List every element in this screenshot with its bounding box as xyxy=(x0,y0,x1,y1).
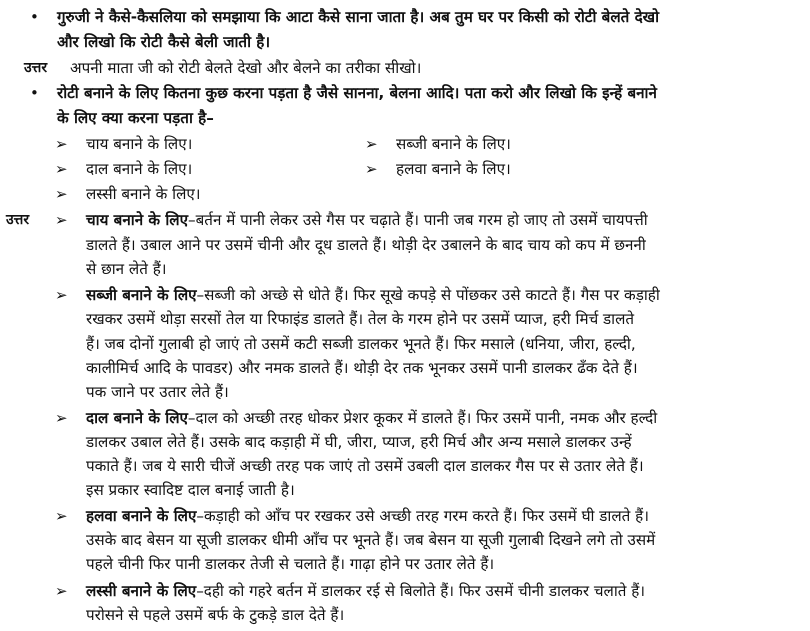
daal-line-2: डालकर उबाल लेते हैं। उसके बाद कड़ाही में घी, जीरा, प्याज, हरी मिर्च और अन्य मसाले डालकर उन्हें xyxy=(86,433,632,451)
arrow-icon: ➢ xyxy=(55,409,68,427)
lassi-heading: लस्सी बनाने के लिए xyxy=(86,582,197,600)
option-lassi: लस्सी बनाने के लिए। xyxy=(86,185,201,203)
daal-heading: दाल बनाने के लिए xyxy=(86,409,188,427)
sabji-line-3: हैं। जब दोनों गुलाबी हो जाएं तो उसमें कटी सब्जी डालकर भूनते हैं। फिर मसाले (धनिया, जीरा, हल्दी, xyxy=(86,335,636,353)
option-chai: चाय बनाने के लिए। xyxy=(86,135,193,153)
arrow-icon: ➢ xyxy=(365,135,378,153)
halwa-line-3: पहले चीनी फिर पानी डालकर तेजी से चलाते हैं। गाढ़ा होने पर उतार लेते हैं। xyxy=(86,555,495,573)
answer-label: उत्तर xyxy=(6,212,30,228)
chai-line-2: डालते हैं। उबाल आने पर उसमें चीनी और दूध डालते हैं। थोड़ी देर उबालने के बाद चाय को कप में छननी xyxy=(86,236,646,254)
arrow-icon: ➢ xyxy=(365,160,378,178)
sabji-heading: सब्जी बनाने के लिए xyxy=(86,286,197,304)
bullet-icon: • xyxy=(30,8,39,26)
option-sabji: सब्जी बनाने के लिए। xyxy=(396,135,511,153)
answer-1-text: अपनी माता जी को रोटी बेलते देखो और बेलने का तरीका सीखो। xyxy=(70,59,422,77)
halwa-heading: हलवा बनाने के लिए xyxy=(86,507,197,525)
option-daal: दाल बनाने के लिए। xyxy=(86,160,193,178)
daal-line-1: दाल बनाने के लिए–दाल को अच्छी तरह धोकर प्रेशर कूकर में डालते हैं। फिर उसमें पानी, नमक और हल्दी xyxy=(86,409,658,427)
arrow-icon: ➢ xyxy=(55,211,68,229)
arrow-icon: ➢ xyxy=(55,160,68,178)
sabji-line-2: रखकर उसमें थोड़ा सरसों तेल या रिफाइंड डालते हैं। तेल के गरम होने पर उसमें प्याज, हरी मिर्च डालते xyxy=(86,310,635,328)
lassi-line-2: परोसने से पहले उसमें बर्फ के टुकड़े डाल देते हैं। xyxy=(86,606,345,624)
daal-line-4: इस प्रकार स्वादिष्ट दाल बनाई जाती है। xyxy=(86,481,295,499)
arrow-icon: ➢ xyxy=(55,135,68,153)
arrow-icon: ➢ xyxy=(55,582,68,600)
chai-heading: चाय बनाने के लिए xyxy=(86,211,189,229)
option-halwa: हलवा बनाने के लिए। xyxy=(396,160,511,178)
lassi-line-1: लस्सी बनाने के लिए–दही को गहरे बर्तन में डालकर रई से बिलोते हैं। फिर उसमें चीनी डालकर चलाते हैं। xyxy=(86,582,646,600)
bullet-icon: • xyxy=(30,84,39,102)
question-2-line-1: रोटी बनाने के लिए कितना कुछ करना पड़ता है जैसे सानना, बेलना आदि। पता करो और लिखो कि इन्हें बनाने xyxy=(57,84,657,102)
sabji-line-4: कालीमिर्च आदि के पावडर) और नमक डालते हैं। थोड़ी देर तक भूनकर उसमें पानी डालकर ढँक देते हैं। xyxy=(86,359,638,377)
sabji-line-1: सब्जी बनाने के लिए–सब्जी को अच्छे से धोते हैं। फिर सूखे कपड़े से पोंछकर उसे काटते हैं। गैस पर कड़ाही xyxy=(86,286,660,304)
chai-line-1: चाय बनाने के लिए–बर्तन में पानी लेकर उसे गैस पर चढ़ाते हैं। पानी जब गरम हो जाए तो उसमें चायपत्ती xyxy=(86,211,648,229)
question-1-line-1: गुरुजी ने कैसे-कैसलिया को समझाया कि आटा कैसे साना जाता है। अब तुम घर पर किसी को रोटी बेलते देखो xyxy=(57,8,659,26)
daal-line-3: पकाते हैं। जब ये सारी चीजें अच्छी तरह पक जाएं तो उसमें उबली दाल डालकर गैस पर से उतार लेते हैं। xyxy=(86,457,644,475)
question-1-line-2: और लिखो कि रोटी कैसे बेली जाती है। xyxy=(57,33,271,51)
chai-line-3: से छान लेते हैं। xyxy=(86,260,167,278)
answer-label: उत्तर xyxy=(24,60,48,76)
arrow-icon: ➢ xyxy=(55,507,68,525)
halwa-line-1: हलवा बनाने के लिए–कड़ाही को आँच पर रखकर उसे अच्छी तरह गरम करते हैं। फिर उसमें घी डालते हैं। xyxy=(86,507,649,525)
arrow-icon: ➢ xyxy=(55,185,68,203)
sabji-line-5: पक जाने पर उतार लेते हैं। xyxy=(86,383,229,401)
halwa-line-2: उसके बाद बेसन या सूजी डालकर धीमी आँच पर भूनते हैं। जब बेसन या सूजी गुलाबी दिखने लगे तो उसमें xyxy=(86,531,656,549)
arrow-icon: ➢ xyxy=(55,286,68,304)
question-2-line-2: के लिए क्या करना पड़ता है– xyxy=(57,109,214,127)
